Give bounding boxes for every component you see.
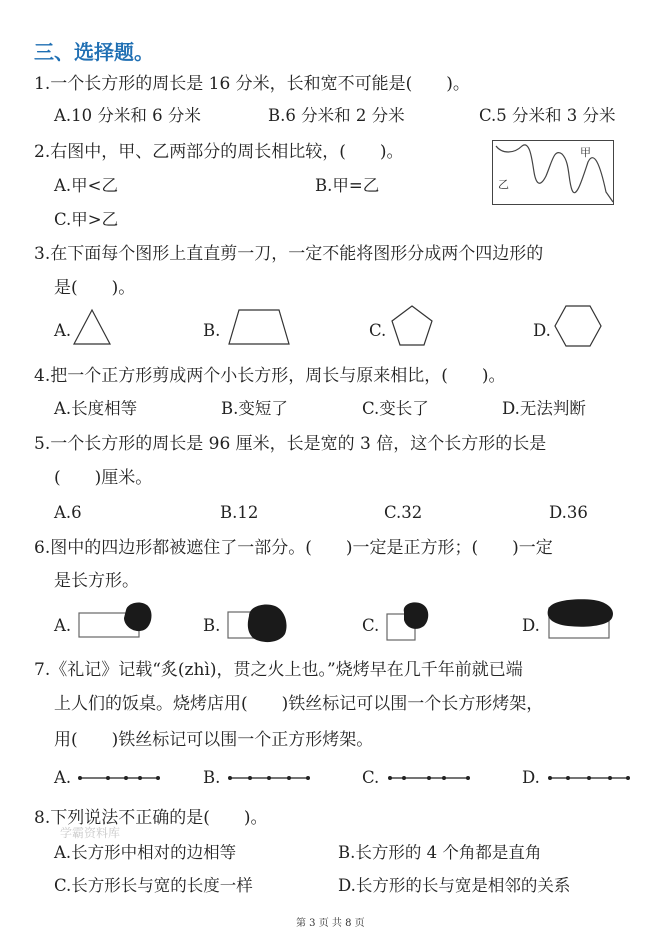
- q6-option-a[interactable]: A.: [54, 616, 72, 635]
- q6-option-c[interactable]: C.: [362, 616, 380, 635]
- label-jia: 甲: [580, 146, 591, 159]
- q5-option-a[interactable]: A.6: [54, 503, 82, 522]
- q6-figure-c: [384, 600, 440, 644]
- q2-option-b[interactable]: B.甲=乙: [315, 176, 380, 195]
- q8-option-c[interactable]: C.长方形长与宽的长度一样: [54, 876, 253, 895]
- label-yi: 乙: [498, 178, 509, 191]
- q1-option-c[interactable]: C.5 分米和 3 分米: [479, 106, 616, 125]
- q8-option-d[interactable]: D.长方形的长与宽是相邻的关系: [338, 876, 571, 895]
- q2-figure: [492, 140, 614, 205]
- question-5-stem-line2: ( )厘米。: [54, 468, 153, 488]
- q5-option-c[interactable]: C.32: [384, 503, 423, 522]
- q4-option-a[interactable]: A.长度相等: [54, 399, 138, 418]
- q2-option-a[interactable]: A.甲<乙: [54, 176, 118, 195]
- question-3-stem-line2: 是( )。: [54, 278, 136, 298]
- q7-wire-c: [388, 772, 470, 784]
- question-7-stem-line2: 上人们的饭桌。烧烤店用( )铁丝标记可以围一个长方形烤架，: [54, 694, 544, 714]
- q6-option-d[interactable]: D.: [522, 616, 540, 635]
- hexagon-shape: [554, 304, 602, 348]
- question-6-stem-line1: 6.图中的四边形都被遮住了一部分。( )一定是正方形；( )一定: [34, 538, 553, 558]
- watermark: 学霸资料库: [60, 826, 121, 840]
- question-4-stem: 4.把一个正方形剪成两个小长方形，周长与原来相比，( )。: [34, 366, 506, 386]
- q2-option-c[interactable]: C.甲>乙: [54, 210, 119, 229]
- triangle-shape: [72, 308, 112, 346]
- q6-figure-a: [78, 600, 158, 640]
- q7-option-b[interactable]: B.: [203, 768, 221, 787]
- q6-figure-d: [546, 596, 616, 642]
- q1-option-b[interactable]: B.6 分米和 2 分米: [268, 106, 405, 125]
- q1-option-a[interactable]: A.10 分米和 6 分米: [54, 106, 201, 125]
- question-2-stem: 2.右图中，甲、乙两部分的周长相比较，( )。: [34, 142, 404, 162]
- q7-wire-d: [548, 772, 630, 784]
- q3-option-d[interactable]: D.: [533, 321, 551, 340]
- q3-option-b[interactable]: B.: [203, 321, 221, 340]
- q7-wire-b: [228, 772, 310, 784]
- q3-option-c[interactable]: C.: [369, 321, 387, 340]
- section-title: 三、选择题。: [34, 40, 154, 64]
- question-1-stem: 1.一个长方形的周长是 16 分米，长和宽不可能是( )。: [34, 74, 470, 94]
- question-5-stem-line1: 5.一个长方形的周长是 96 厘米，长是宽的 3 倍，这个长方形的长是: [34, 434, 547, 454]
- q4-option-d[interactable]: D.无法判断: [502, 399, 586, 418]
- q8-option-a[interactable]: A.长方形中相对的边相等: [54, 843, 237, 862]
- q6-option-b[interactable]: B.: [203, 616, 221, 635]
- trapezoid-shape: [227, 308, 291, 346]
- q5-option-d[interactable]: D.36: [549, 503, 588, 522]
- q6-figure-b: [225, 600, 295, 644]
- question-7-stem-line1: 7.《礼记》记载“炙(zhì)，贯之火上也。”烧烤早在几千年前就已端: [34, 660, 523, 680]
- page-footer: 第 3 页 共 8 页: [296, 918, 365, 929]
- question-7-stem-line3: 用( )铁丝标记可以围一个正方形烤架。: [54, 730, 374, 750]
- q7-option-d[interactable]: D.: [522, 768, 540, 787]
- pentagon-shape: [390, 304, 434, 348]
- q7-wire-a: [78, 772, 160, 784]
- q8-option-b[interactable]: B.长方形的 4 个角都是直角: [338, 843, 542, 862]
- q3-option-a[interactable]: A.: [54, 321, 72, 340]
- question-8-stem: 8.下列说法不正确的是( )。: [34, 808, 268, 828]
- q7-option-c[interactable]: C.: [362, 768, 380, 787]
- q4-option-b[interactable]: B.变短了: [221, 399, 288, 418]
- q4-option-c[interactable]: C.变长了: [362, 399, 429, 418]
- q7-option-a[interactable]: A.: [54, 768, 72, 787]
- question-6-stem-line2: 是长方形。: [54, 571, 139, 591]
- question-3-stem-line1: 3.在下面每个图形上直直剪一刀，一定不能将图形分成两个四边形的: [34, 244, 544, 264]
- q5-option-b[interactable]: B.12: [220, 503, 259, 522]
